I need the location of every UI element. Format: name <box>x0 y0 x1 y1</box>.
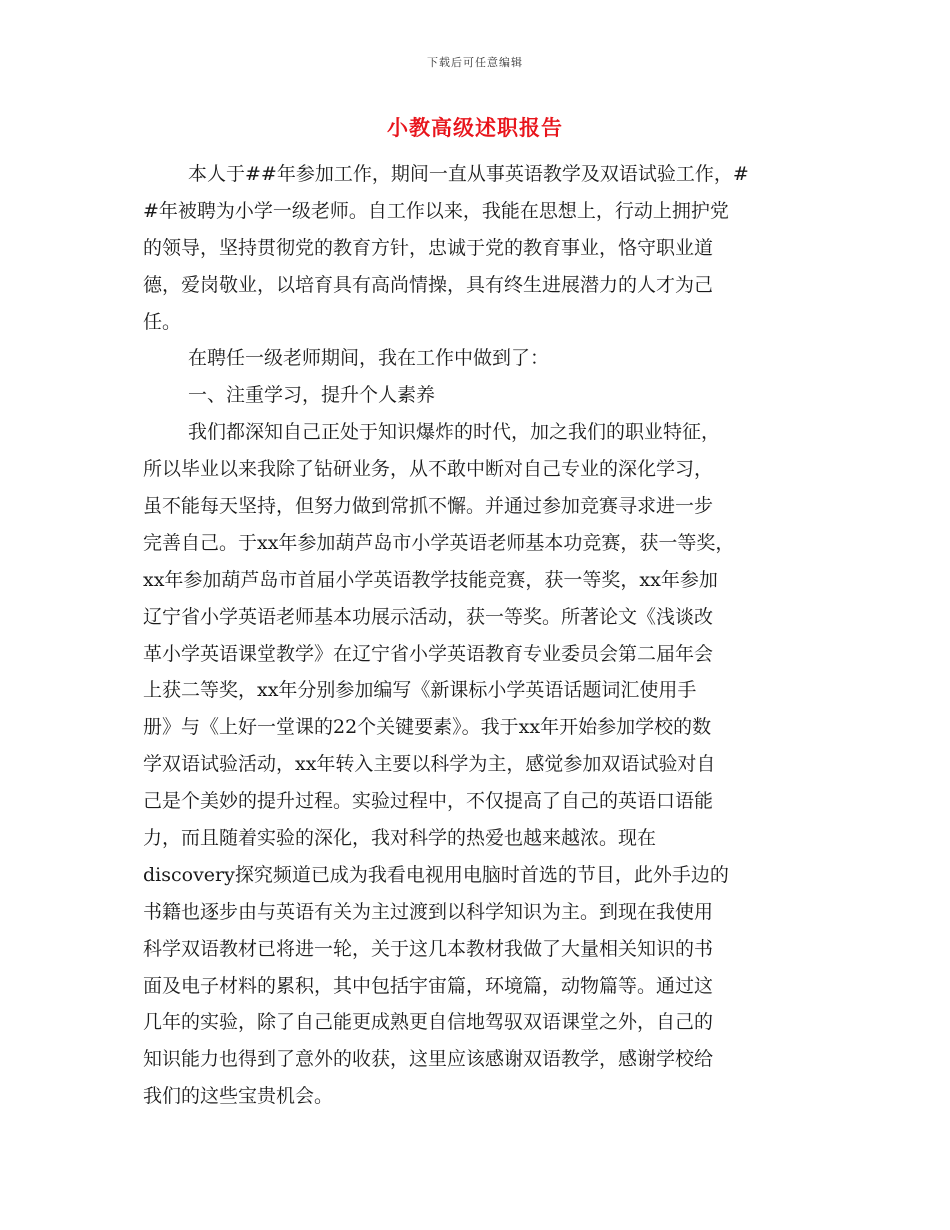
page-header-note: 下载后可任意编辑 <box>427 56 523 69</box>
text-line: xx年参加葫芦岛市首届小学英语教学技能竞赛，获一等奖，xx年参加 <box>143 568 718 591</box>
text-line: 书籍也逐步由与英语有关为主过渡到以科学知识为主。到现在我使用 <box>143 900 714 923</box>
text-line: 革小学英语课堂教学》在辽宁省小学英语教育专业委员会第二届年会 <box>143 642 714 665</box>
text-line: 任。 <box>143 310 182 333</box>
document-title: 小教高级述职报告 <box>387 115 563 140</box>
text-line: 学双语试验活动，xx年转入主要以科学为主，感觉参加双语试验对自 <box>143 753 716 776</box>
text-line: 完善自己。于xx年参加葫芦岛市小学英语老师基本功竞赛，获一等奖， <box>143 531 735 554</box>
text-line: 所以毕业以来我除了钻研业务，从不敢中断对自己专业的深化学习， <box>143 458 714 481</box>
text-line: 几年的实验，除了自己能更成熟更自信地驾驭双语课堂之外，自己的 <box>143 1011 714 1034</box>
text-line: 我们都深知自己正处于知识爆炸的时代，加之我们的职业特征， <box>188 421 721 444</box>
text-line: 的领导，坚持贯彻党的教育方针，忠诚于党的教育事业，恪守职业道 <box>143 236 714 259</box>
text-line: 虽不能每天坚持，但努力做到常抓不懈。并通过参加竞赛寻求进一步 <box>143 495 714 518</box>
text-line: 在聘任一级老师期间，我在工作中做到了： <box>188 347 550 370</box>
text-line: 面及电子材料的累积，其中包括宇宙篇，环境篇，动物篇等。通过这 <box>143 974 714 997</box>
text-line: 我们的这些宝贵机会。 <box>143 1085 334 1108</box>
text-line: 知识能力也得到了意外的收获，这里应该感谢双语教学，感谢学校给 <box>143 1048 714 1071</box>
text-line: #年被聘为小学一级老师。自工作以来，我能在思想上，行动上拥护党 <box>143 199 729 222</box>
text-line: 一、注重学习，提升个人素养 <box>188 384 436 407</box>
text-line: 科学双语教材已将进一轮，关于这几本教材我做了大量相关知识的书 <box>143 937 714 960</box>
text-line: 本人于##年参加工作，期间一直从事英语教学及双语试验工作，# <box>188 163 749 185</box>
text-line: 力，而且随着实验的深化，我对科学的热爱也越来越浓。现在 <box>143 827 657 850</box>
text-line: 上获二等奖，xx年分别参加编写《新课标小学英语话题词汇使用手 <box>143 679 697 702</box>
text-line: 册》与《上好一堂课的22个关键要素》。我于xx年开始参加学校的数 <box>143 716 712 739</box>
text-line: discovery探究频道已成为我看电视用电脑时首选的节目，此外手边的 <box>143 863 729 886</box>
text-line: 辽宁省小学英语老师基本功展示活动，获一等奖。所著论文《浅谈改 <box>143 605 714 628</box>
document-body <box>143 156 811 1115</box>
text-line: 德，爱岗敬业，以培育具有高尚情操，具有终生进展潜力的人才为己 <box>143 273 714 296</box>
text-line: 己是个美妙的提升过程。实验过程中，不仅提高了自己的英语口语能 <box>143 790 714 813</box>
